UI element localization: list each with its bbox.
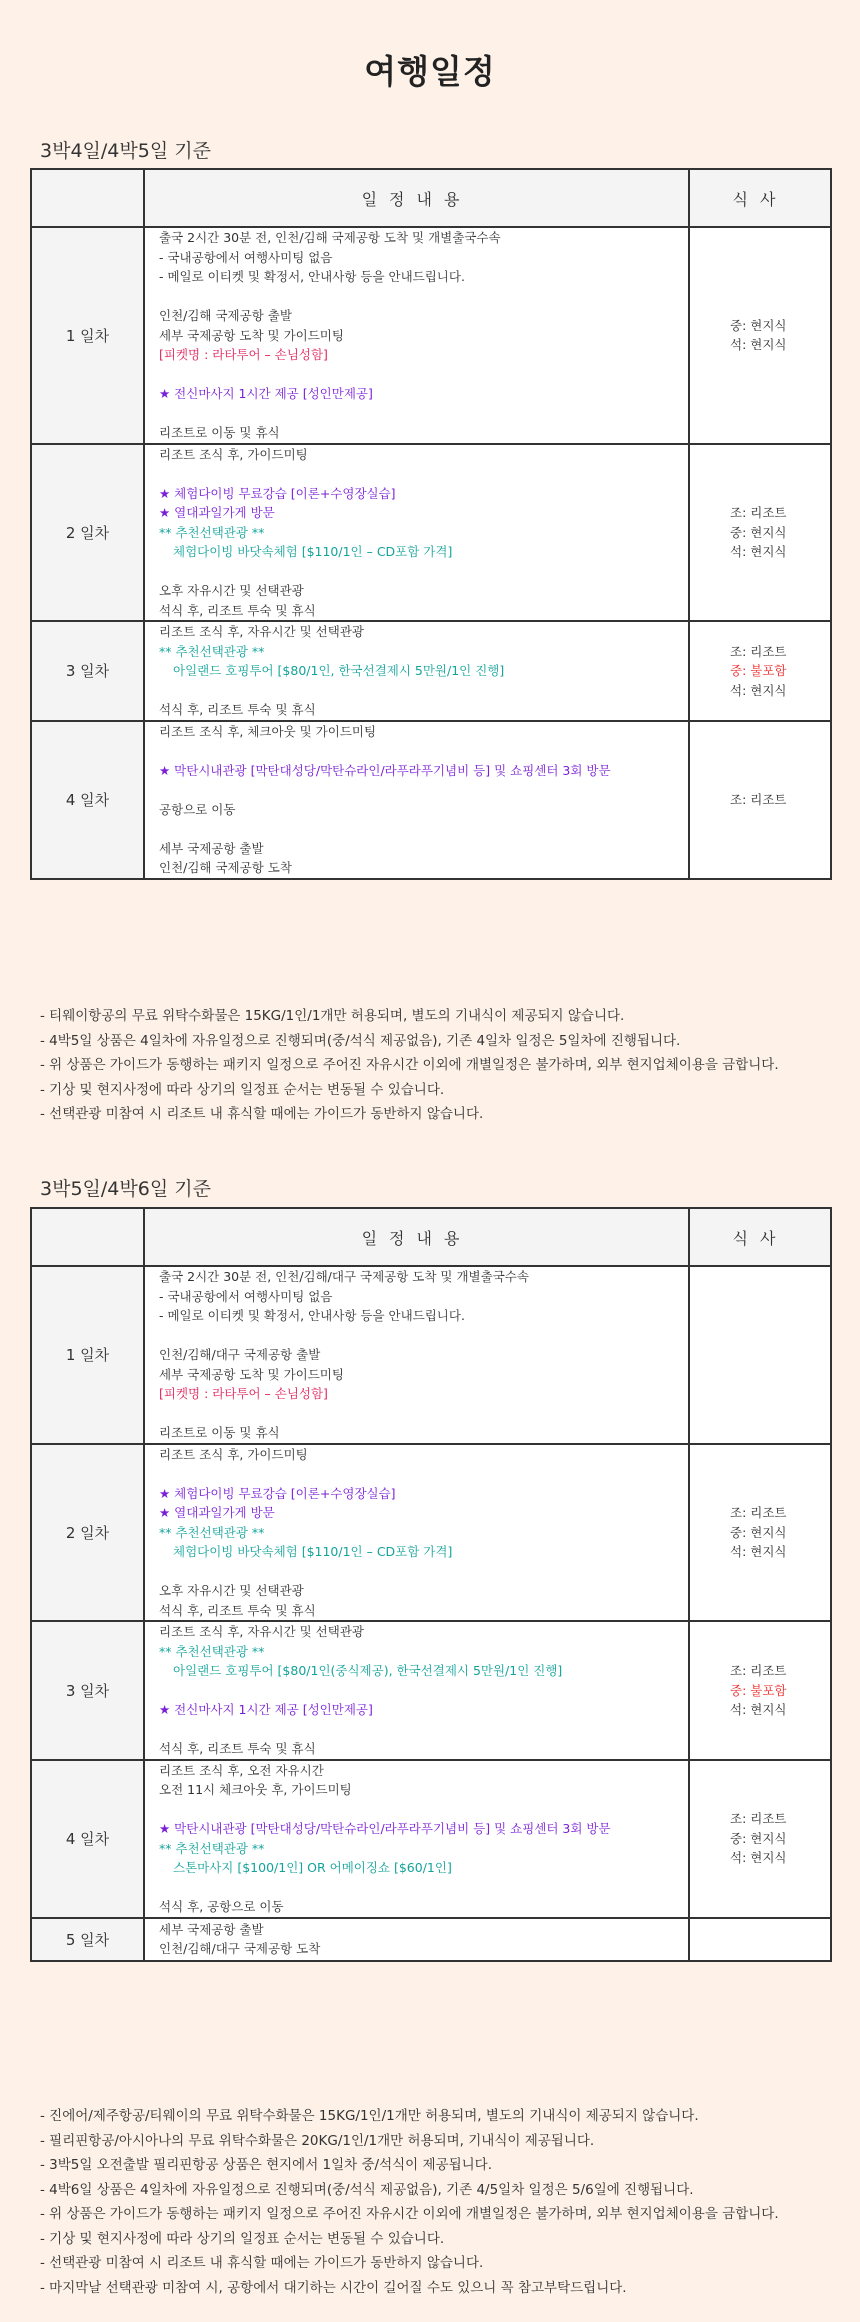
note-item: - 기상 및 현지사정에 따라 상기의 일정표 순서는 변동될 수 있습니다. [40, 1081, 445, 1098]
meal-line: 석: 현지식 [730, 1702, 787, 1717]
content-line: 오전 11시 체크아웃 후, 가이드미팅 [159, 1782, 352, 1797]
content-line: ★ 열대과일가게 방문 [159, 1505, 275, 1520]
content-line: - 국내공항에서 여행사미팅 없음 [159, 249, 333, 265]
content-line: 리조트 조식 후, 가이드미팅 [159, 446, 308, 462]
content-line [159, 1404, 674, 1424]
content-line: 석식 후, 리조트 투숙 및 휴식 [159, 602, 316, 618]
notes-list [40, 2104, 779, 2300]
meal-line: 조: 리조트 [730, 1505, 787, 1520]
day-label: 3 일차 [31, 621, 144, 721]
day-label: 2 일차 [31, 444, 144, 622]
content-line: 리조트 조식 후, 오전 자유시간 [159, 1762, 324, 1778]
meal-line: 중: 현지식 [730, 1830, 787, 1846]
meal-line: 석: 현지식 [730, 544, 787, 559]
content-line [159, 1800, 674, 1820]
note-item: - 진에어/제주항공/티웨이의 무료 위탁수화물은 15KG/1인/1개만 허용되며, 별도의 기내식이 제공되지 않습니다. [40, 2108, 699, 2124]
content-line: 리조트 조식 후, 자유시간 및 선택관광 [159, 1624, 364, 1639]
day-meals [689, 444, 831, 622]
content-line [159, 741, 674, 761]
content-line: ★ 막탄시내관광 [막탄대성당/막탄슈라인/라푸라푸기념비 등] 및 쇼핑센터 3회 방문 [159, 762, 611, 778]
itinerary-body [31, 227, 831, 879]
content-line: 오후 자유시간 및 선택관광 [159, 1583, 304, 1598]
content-line: 공항으로 이동 [159, 801, 236, 817]
table-header-meal: 식사 [689, 169, 831, 227]
content-line: 세부 국제공항 도착 및 가이드미팅 [159, 327, 344, 343]
table-header-content: 일정내용 [144, 169, 689, 227]
content-line: 스톤마사지 [$100/1인] OR 어메이징쇼 [$60/1인] [173, 1860, 452, 1875]
content-line [159, 365, 674, 385]
content-line: 세부 국제공항 도착 및 가이드미팅 [159, 1366, 344, 1382]
day-meals [689, 621, 831, 721]
day-label: 2 일차 [31, 1444, 144, 1622]
content-line: ★ 막탄시내관광 [막탄대성당/막탄슈라인/라푸라푸기념비 등] 및 쇼핑센터 3회 방문 [159, 1821, 611, 1836]
content-line: - 메일로 이티켓 및 확정서, 안내사항 등을 안내드립니다. [159, 1308, 465, 1323]
page-title: 여행일정 [364, 52, 496, 91]
table-row [31, 444, 831, 622]
content-line: 인천/김해 국제공항 출발 [159, 308, 292, 323]
meal-line: 중: 현지식 [730, 1524, 787, 1540]
content-line: 출국 2시간 30분 전, 인천/김해/대구 국제공항 도착 및 개별출국수속 [159, 1269, 529, 1284]
content-line: ** 추천선택관광 ** [159, 643, 265, 659]
day-meals [689, 1444, 831, 1622]
content-line [159, 1878, 674, 1898]
meal-line: 석: 현지식 [730, 1544, 787, 1559]
content-line: 인천/김해/대구 국제공항 도착 [159, 1941, 321, 1956]
content-line [159, 404, 674, 424]
content-line [159, 681, 674, 701]
table-row [31, 721, 831, 879]
content-line: 리조트로 이동 및 휴식 [159, 425, 280, 440]
day-content [144, 227, 689, 444]
content-line [159, 287, 674, 307]
day-label: 4 일차 [31, 1760, 144, 1918]
note-item: - 선택관광 미참여 시 리조트 내 휴식할 때에는 가이드가 동반하지 않습니다. [40, 1106, 484, 1122]
day-label: 1 일차 [31, 1266, 144, 1444]
content-line [159, 780, 674, 800]
table-row [31, 1266, 831, 1444]
day-label: 5 일차 [31, 1918, 144, 1961]
content-line: 석식 후, 리조트 투숙 및 휴식 [159, 1741, 316, 1756]
meal-line: 석: 현지식 [730, 682, 787, 698]
meal-line: 조: 리조트 [730, 643, 787, 659]
note-item: - 마지막날 선택관광 미참여 시, 공항에서 대기하는 시간이 길어질 수도 있으니 꼭 참고부탁드립니다. [40, 2279, 627, 2296]
content-line: 리조트 조식 후, 자유시간 및 선택관광 [159, 624, 364, 639]
content-line: 인천/김해 국제공항 도착 [159, 860, 292, 875]
content-line: 석식 후, 공항으로 이동 [159, 1899, 284, 1914]
note-item: - 4박5일 상품은 4일차에 자유일정으로 진행되며(중/석식 제공없음), 기존 4일차 일정은 5일차에 진행됩니다. [40, 1032, 681, 1049]
content-line: 인천/김해/대구 국제공항 출발 [159, 1347, 321, 1362]
table-row [31, 621, 831, 721]
content-line: 출국 2시간 30분 전, 인천/김해 국제공항 도착 및 개별출국수속 [159, 230, 501, 245]
note-item: - 4박6일 상품은 4일차에 자유일정으로 진행되며(중/석식 제공없음), 기존 4/5일차 일정은 5/6일에 진행됩니다. [40, 2181, 694, 2198]
section-heading: 3박5일/4박6일 기준 [40, 1178, 211, 1200]
day-meals [689, 1621, 831, 1760]
content-line: 세부 국제공항 출발 [159, 840, 264, 856]
day-content [144, 1760, 689, 1918]
content-line: ★ 체험다이빙 무료강습 [이론+수영장실습] [159, 485, 396, 501]
table-header-day [31, 169, 144, 227]
content-line [159, 1720, 674, 1740]
day-meals [689, 1760, 831, 1918]
meal-line: 조: 리조트 [730, 1811, 787, 1827]
content-line: 석식 후, 리조트 투숙 및 휴식 [159, 702, 316, 717]
day-content [144, 1266, 689, 1444]
note-item: - 필리핀항공/아시아나의 무료 위탁수화물은 20KG/1인/1개만 허용되며, 기내식이 제공됩니다. [40, 2132, 595, 2149]
content-line: - 국내공항에서 여행사미팅 없음 [159, 1288, 333, 1304]
content-line [159, 1326, 674, 1346]
content-line: [피켓명 : 라타투어 – 손님성함] [159, 347, 328, 362]
table-row [31, 227, 831, 444]
content-line: 리조트 조식 후, 체크아웃 및 가이드미팅 [159, 723, 377, 739]
itinerary-table [30, 1207, 832, 1962]
meal-line: 조: 리조트 [730, 791, 787, 807]
day-label: 4 일차 [31, 721, 144, 879]
content-line: 리조트로 이동 및 휴식 [159, 1425, 280, 1440]
content-line [159, 464, 674, 484]
meal-line: 조: 리조트 [730, 505, 787, 520]
content-line: ★ 전신마사지 1시간 제공 [성인만제공] [159, 1702, 373, 1717]
day-content [144, 721, 689, 879]
day-meals [689, 721, 831, 879]
content-line [159, 562, 674, 582]
day-meals [689, 227, 831, 444]
note-item: - 기상 및 현지사정에 따라 상기의 일정표 순서는 변동될 수 있습니다. [40, 2230, 445, 2247]
note-item: - 3박5일 오전출발 필리핀항공 상품은 현지에서 1일차 중/석식이 제공됩니다. [40, 2157, 492, 2173]
content-line: 체험다이빙 바닷속체험 [$110/1인 – CD포함 가격] [173, 1544, 453, 1559]
content-line: ** 추천선택관광 ** [159, 1643, 265, 1659]
meal-line: 조: 리조트 [730, 1663, 787, 1678]
itinerary-table [30, 168, 832, 880]
content-line: ★ 전신마사지 1시간 제공 [성인만제공] [159, 386, 373, 401]
content-line: 아일랜드 호핑투어 [$80/1인(중식제공), 한국선결제시 5만원/1인 진행] [173, 1663, 563, 1678]
meal-line: 중: 불포함 [730, 1682, 787, 1698]
day-content [144, 444, 689, 622]
content-line: [피켓명 : 라타투어 – 손님성함] [159, 1386, 328, 1401]
content-line: 세부 국제공항 출발 [159, 1921, 264, 1937]
content-line [159, 1681, 674, 1701]
meal-line: 석: 현지식 [730, 1850, 787, 1866]
content-line: 석식 후, 리조트 투숙 및 휴식 [159, 1602, 316, 1618]
day-content [144, 621, 689, 721]
table-row [31, 1918, 831, 1961]
note-item: - 선택관광 미참여 시 리조트 내 휴식할 때에는 가이드가 동반하지 않습니다. [40, 2255, 484, 2271]
content-line [159, 1562, 674, 1582]
section-heading: 3박4일/4박5일 기준 [40, 140, 211, 162]
content-line: 리조트 조식 후, 가이드미팅 [159, 1446, 308, 1462]
table-header-meal: 식사 [689, 1208, 831, 1266]
itinerary-body [31, 1266, 831, 1961]
table-row [31, 1621, 831, 1760]
note-item: - 티웨이항공의 무료 위탁수화물은 15KG/1인/1개만 허용되며, 별도의 기내식이 제공되지 않습니다. [40, 1008, 625, 1024]
notes-list [40, 1004, 779, 1127]
day-content [144, 1918, 689, 1961]
note-item: - 위 상품은 가이드가 동행하는 패키지 일정으로 주어진 자유시간 이외에 개별일정은 불가하며, 외부 현지업체이용을 금합니다. [40, 1057, 779, 1073]
day-meals [689, 1266, 831, 1444]
table-row [31, 1444, 831, 1622]
content-line: ** 추천선택관광 ** [159, 1840, 265, 1856]
meal-line: 석: 현지식 [730, 337, 787, 353]
content-line: ** 추천선택관광 ** [159, 1524, 265, 1540]
content-line: ★ 체험다이빙 무료강습 [이론+수영장실습] [159, 1485, 396, 1501]
meal-line: 중: 불포함 [730, 663, 787, 678]
day-meals [689, 1918, 831, 1961]
content-line: 체험다이빙 바닷속체험 [$110/1인 – CD포함 가격] [173, 544, 453, 559]
content-line: - 메일로 이티켓 및 확정서, 안내사항 등을 안내드립니다. [159, 269, 465, 284]
table-row [31, 1760, 831, 1918]
day-content [144, 1444, 689, 1622]
content-line: ★ 열대과일가게 방문 [159, 505, 275, 520]
content-line [159, 819, 674, 839]
content-line: ** 추천선택관광 ** [159, 524, 265, 540]
content-line: 아일랜드 호핑투어 [$80/1인, 한국선결제시 5만원/1인 진행] [173, 663, 505, 678]
note-item: - 위 상품은 가이드가 동행하는 패키지 일정으로 주어진 자유시간 이외에 개별일정은 불가하며, 외부 현지업체이용을 금합니다. [40, 2206, 779, 2222]
day-label: 1 일차 [31, 227, 144, 444]
meal-line: 중: 현지식 [730, 317, 787, 333]
day-content [144, 1621, 689, 1760]
day-label: 3 일차 [31, 1621, 144, 1760]
content-line [159, 1464, 674, 1484]
meal-line: 중: 현지식 [730, 524, 787, 540]
table-header-content: 일정내용 [144, 1208, 689, 1266]
content-line: 오후 자유시간 및 선택관광 [159, 583, 304, 598]
table-header-day [31, 1208, 144, 1266]
